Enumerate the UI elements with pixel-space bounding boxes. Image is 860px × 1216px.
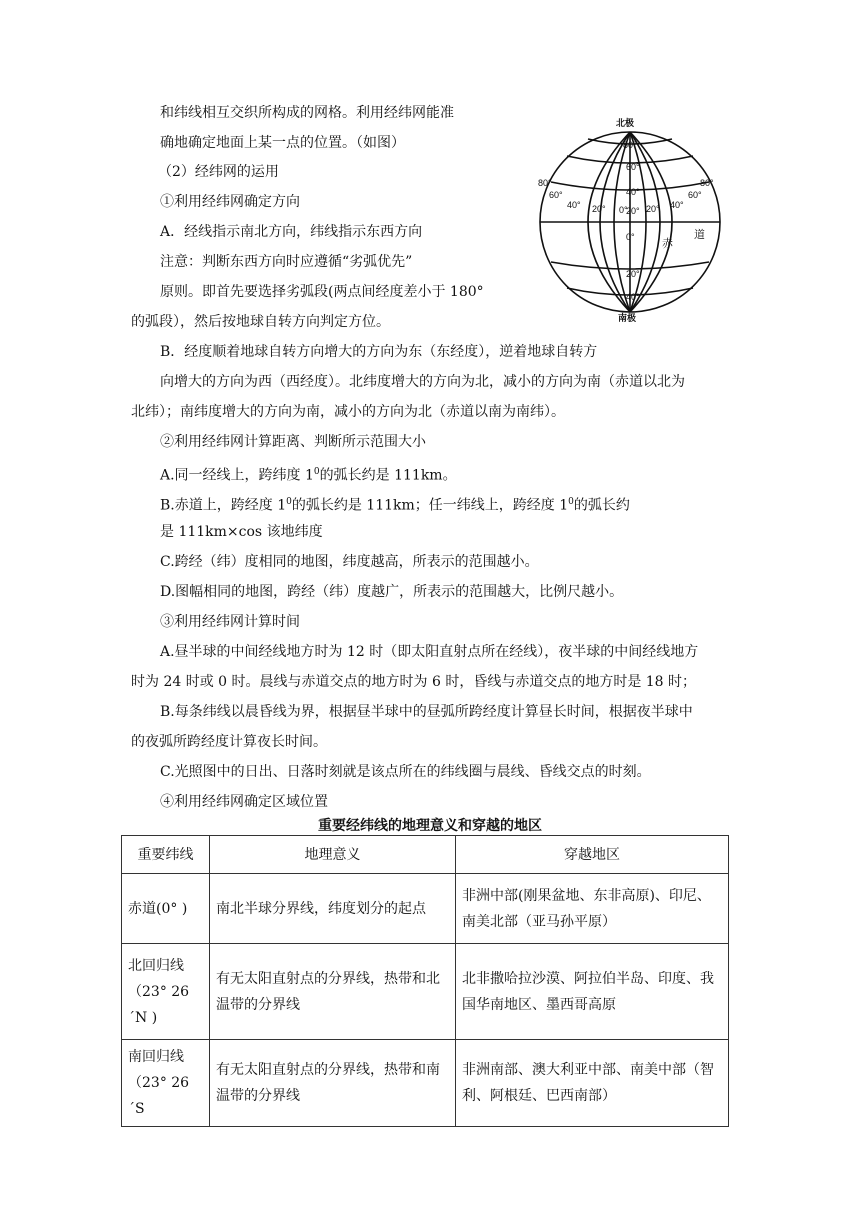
table-cell: 非洲中部(刚果盆地、东非高原)、印尼、南美北部（亚马孙平原）	[456, 874, 729, 944]
paragraph: 是 111km×cos 该地纬度	[160, 524, 323, 540]
paragraph: 向增大的方向为西（西经度）。北纬度增大的方向为北，减小的方向为南（赤道以北为	[160, 374, 685, 390]
lat-label: 80°	[623, 140, 637, 150]
header-cell: 地理意义	[210, 836, 456, 874]
paragraph: 原则。即首先要选择劣弧段(两点间经度差小于 180°	[160, 284, 484, 300]
lat-label: 20°	[626, 269, 640, 279]
paragraph: 和纬线相互交织所构成的网格。利用经纬网能准	[160, 105, 454, 121]
table-header-row	[122, 836, 729, 874]
paragraph	[160, 462, 457, 486]
lon-label: 20°	[646, 204, 660, 214]
north-pole-label: 北极	[616, 118, 635, 128]
equator-label-char: 赤	[662, 238, 673, 250]
table-row	[122, 944, 729, 1040]
table-title: 重要经纬线的地理意义和穿越的地区	[318, 818, 542, 834]
lon-label: 60°	[549, 190, 563, 200]
lon-label: 60°	[688, 190, 702, 200]
subheading: （2）经纬网的运用	[158, 164, 279, 180]
degree-mark: 0	[313, 467, 320, 477]
table-row	[122, 1040, 729, 1127]
paragraph: C.光照图中的日出、日落时刻就是该点所在的纬线圈与晨线、昏线交点的时刻。	[160, 764, 651, 780]
subheading: ①利用经纬网确定方向	[160, 194, 300, 210]
lon-label: 80°	[700, 178, 714, 188]
paragraph: 注意：判断东西方向时应遵循“劣弧优先”	[160, 254, 413, 270]
lon-label: 0°	[619, 205, 628, 215]
paragraph: B．经度顺着地球自转方向增大的方向为东（东经度），逆着地球自转方	[160, 344, 598, 360]
paragraph: B.每条纬线以晨昏线为界，根据昼半球中的昼弧所跨经度计算昼长时间，根据夜半球中	[160, 704, 693, 720]
degree-mark: 0	[286, 497, 292, 507]
south-pole-label: 南极	[618, 313, 637, 322]
paragraph: 的弧段），然后按地球自转方向判定方位。	[131, 314, 390, 330]
table-cell: 北非撒哈拉沙漠、阿拉伯半岛、印度、我国华南地区、墨西哥高原	[456, 944, 729, 1040]
table-cell: 南回归线（23° 26´S	[122, 1040, 210, 1127]
lat-label: 40°	[626, 187, 640, 197]
lon-label: 80°	[538, 178, 552, 188]
header-cell: 穿越地区	[456, 836, 729, 874]
subheading: ②利用经纬网计算距离、判断所示范围大小	[160, 434, 426, 450]
text-part: B.赤道上，跨经度 1	[160, 497, 287, 514]
subheading: ③利用经纬网计算时间	[160, 614, 300, 630]
table-cell: 有无太阳直射点的分界线，热带和北温带的分界线	[210, 944, 456, 1040]
table-cell: 有无太阳直射点的分界线，热带和南温带的分界线	[210, 1040, 456, 1127]
lat-label: 60°	[626, 162, 640, 172]
zero-label: 0°	[626, 232, 635, 242]
paragraph: A.昼半球的中间经线地方时为 12 时（即太阳直射点所在经线），夜半球的中间经线地方	[160, 644, 699, 660]
lon-label: 40°	[567, 200, 581, 210]
degree-mark: 0	[568, 497, 574, 507]
paragraph: C.跨经（纬）度相同的地图，纬度越高，所表示的范围越小。	[160, 554, 539, 570]
text-part: 的弧长约	[573, 497, 630, 514]
equator-label-char: 道	[694, 229, 705, 241]
table-cell: 赤道(0° )	[122, 874, 210, 944]
text-part: 的弧长约是 111km。	[319, 467, 457, 484]
paragraph: 的夜弧所跨经度计算夜长时间。	[131, 734, 327, 750]
table-row	[122, 874, 729, 944]
lon-label: 20°	[592, 204, 606, 214]
header-cell: 重要纬线	[122, 836, 210, 874]
paragraph	[160, 492, 630, 516]
text-part: 的弧长约是 111km；任一纬线上，跨经度 1	[291, 497, 569, 514]
subheading: ④利用经纬网确定区域位置	[160, 794, 328, 810]
graticule-globe-figure	[530, 112, 730, 322]
text-part: A.同一经线上，跨纬度 1	[160, 467, 314, 484]
table-cell: 南北半球分界线，纬度划分的起点	[210, 874, 456, 944]
paragraph: 北纬）；南纬度增大的方向为南，减小的方向为北（赤道以南为南纬）。	[131, 404, 565, 420]
latitude-table	[121, 835, 729, 1127]
paragraph: 时为 24 时或 0 时。晨线与赤道交点的地方时为 6 时，昏线与赤道交点的地方时是 18 时；	[131, 674, 697, 690]
lat-label: 40°	[626, 292, 640, 302]
paragraph: D.图幅相同的地图，跨经（纬）度越广，所表示的范围越大，比例尺越小。	[160, 584, 624, 600]
paragraph: A．经线指示南北方向，纬线指示东西方向	[160, 224, 423, 240]
lat-label: 20°	[626, 206, 640, 216]
table-cell: 北回归线（23° 26´N )	[122, 944, 210, 1040]
table-cell: 非洲南部、澳大利亚中部、南美中部（智利、阿根廷、巴西南部）	[456, 1040, 729, 1127]
paragraph: 确地确定地面上某一点的位置。（如图）	[160, 135, 405, 151]
lon-label: 40°	[670, 200, 684, 210]
